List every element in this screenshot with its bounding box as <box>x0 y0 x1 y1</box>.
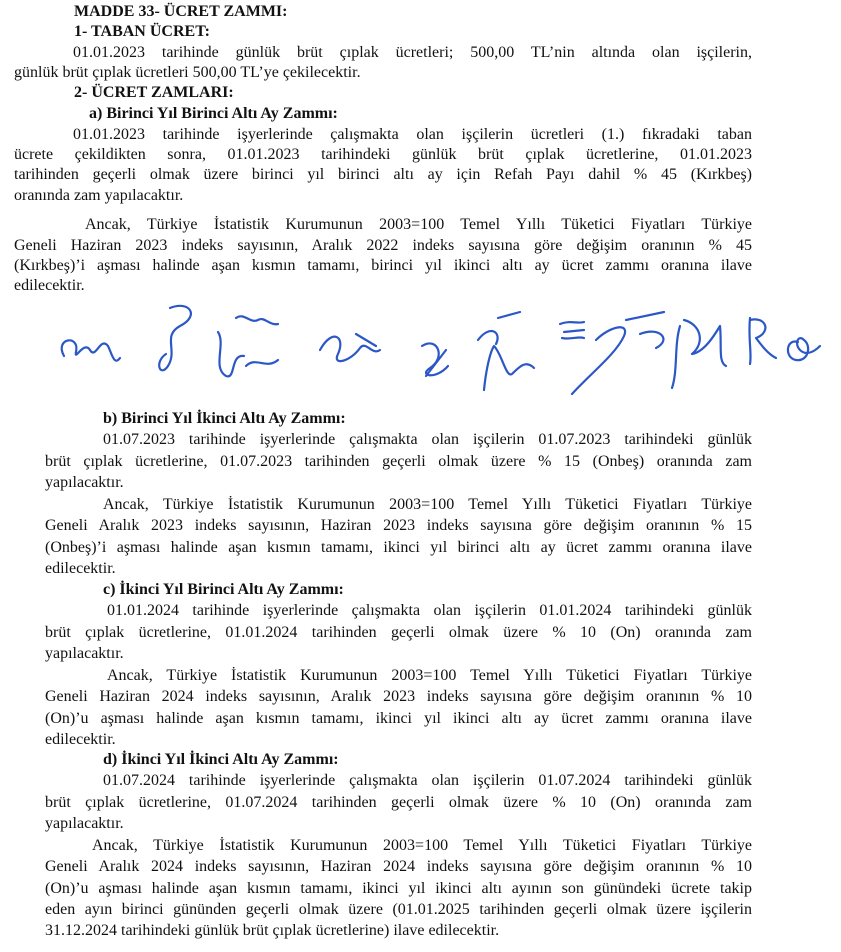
subsection-c-line: brüt çıplak ücretlerine, 01.01.2024 tarihinden geçerli olmak üzere % 10 (On) oranında zam <box>45 624 752 641</box>
subsection-a-line: Ancak, Türkiye İstatistik Kurumunun 2003=100 Temel Yıllı Tüketici Fiyatları Türkiye <box>85 216 752 233</box>
subsection-c-line: yapılacaktır. <box>45 645 124 662</box>
subsection-b-line: 01.07.2023 tarihinde işyerlerinde çalışmakta olan işçilerin 01.07.2023 tarihindeki günlük <box>103 431 752 448</box>
signature-10 <box>749 318 776 364</box>
subsection-b-line: Ancak, Türkiye İstatistik Kurumunun 2003=100 Temel Yıllı Tüketici Fiyatları Türkiye <box>103 496 752 513</box>
subsection-a-line: ücrete çekildikten sonra, 01.01.2023 tarihindeki günlük brüt çıplak ücretlerine, 01.01.2023 <box>14 146 752 163</box>
signature-7 <box>560 322 584 339</box>
subsection-a-line: edilecektir. <box>14 277 85 294</box>
subsection-c-line: 01.01.2024 tarihinde işyerlerinde çalışmakta olan işçilerin 01.01.2024 tarihindeki günlük <box>107 602 752 619</box>
signature-5 <box>422 343 448 376</box>
section-1-line: günlük brüt çıplak ücretleri 500,00 TL’ye çekilecektir. <box>14 64 361 81</box>
subsection-b-title: b) Birinci Yıl İkinci Altı Ay Zammı: <box>103 410 346 427</box>
signature-3 <box>218 316 278 376</box>
subsection-c-line: edilecektir. <box>45 731 116 748</box>
subsection-d-line: Geneli Aralık 2024 indeks sayısının, Haziran 2024 indeks sayısına göre değişim oranının % 10 <box>45 858 752 875</box>
subsection-d-line: 01.07.2024 tarihinde işyerlerinde çalışmakta olan işçilerin 01.07.2024 tarihindeki günlük <box>103 772 752 789</box>
section-2-title: 2- ÜCRET ZAMLARI: <box>74 84 234 101</box>
subsection-a-line: oranında zam yapılacaktır. <box>14 187 184 204</box>
subsection-a-line: 01.01.2023 tarihinde işyerlerinde çalışmakta olan işçilerin ücretleri (1.) fıkradaki taban <box>73 126 752 143</box>
subsection-a-line: Geneli Haziran 2023 indeks sayısının, Aralık 2022 indeks sayısına göre değişim oranının % 45 <box>14 237 752 254</box>
subsection-b-line: yapılacaktır. <box>45 474 124 491</box>
signature-9 <box>672 320 726 388</box>
article-title: MADDE 33- ÜCRET ZAMMI: <box>74 3 288 20</box>
subsection-a-title: a) Birinci Yıl Birinci Altı Ay Zammı: <box>89 105 338 122</box>
signature-11 <box>788 338 820 360</box>
subsection-c-line: (On)’u aşması halinde aşan kısmın tamamı, ikinci yıl ikinci altı ay ücret zammı oranına ilave <box>45 710 752 727</box>
subsection-a-line: tarihinden geçerli olmak üzere birinci yıl birinci altı ay için Refah Payı dahil % 45 (Kırkbeş) <box>14 166 752 183</box>
subsection-c-line: Ancak, Türkiye İstatistik Kurumunun 2003=100 Temel Yıllı Tüketici Fiyatları Türkiye <box>107 667 752 684</box>
subsection-c-title: c) İkinci Yıl Birinci Altı Ay Zammı: <box>103 581 344 598</box>
section-1-title: 1- TABAN ÜCRET: <box>74 23 211 40</box>
subsection-d-line: Ancak, Türkiye İstatistik Kurumunun 2003=100 Temel Yıllı Tüketici Fiyatları Türkiye <box>92 837 752 854</box>
subsection-d-line: yapılacaktır. <box>45 815 124 832</box>
section-1-line: 01.01.2023 tarihinde günlük brüt çıplak ücretleri; 500,00 TL’nin altında olan işçilerin, <box>73 44 752 61</box>
signature-1 <box>62 340 120 360</box>
signature-2 <box>159 306 191 370</box>
subsection-d-line: 31.12.2024 tarihindeki günlük brüt çıplak ücretlerine) ilave edilecektir. <box>45 922 500 939</box>
subsection-a-line: (Kırkbeş)’i aşması halinde aşan kısmın tamamı, birinci yıl ikinci altı ay ücret zammı oranına ilave <box>14 257 752 274</box>
subsection-b-line: edilecektir. <box>45 560 116 577</box>
subsection-b-line: brüt çıplak ücretlerine, 01.07.2023 tarihinden geçerli olmak üzere % 15 (Onbeş) oranında zam <box>45 453 752 470</box>
signature-8 <box>572 312 664 394</box>
subsection-c-line: Geneli Haziran 2024 indeks sayısının, Aralık 2023 indeks sayısına göre değişim oranının % 10 <box>45 688 752 705</box>
subsection-d-line: (On)’u aşması halinde aşan kısmın tamamı, ikinci yıl ikinci altı ayının son günündeki ücrete takip <box>45 880 752 897</box>
subsection-b-line: Geneli Aralık 2023 indeks sayısının, Haziran 2023 indeks sayısına göre değişim oranının % 15 <box>45 517 752 534</box>
subsection-b-line: (Onbeş)’i aşması halinde aşan kısmın tamamı, ikinci yıl birinci altı ay ücret zammı oranına ilave <box>45 539 752 556</box>
subsection-d-title: d) İkinci Yıl İkinci Altı Ay Zammı: <box>103 751 339 768</box>
subsection-d-line: eden ayın birinci gününden geçerli olmak üzere (01.01.2025 tarihinden geçerli olmak üzere işçilerin <box>45 901 752 918</box>
signature-6 <box>478 312 534 390</box>
signatures <box>50 296 830 406</box>
subsection-d-line: brüt çıplak ücretlerine, 01.07.2024 tarihinden geçerli olmak üzere % 10 (On) oranında zam <box>45 794 752 811</box>
signature-4 <box>320 334 380 361</box>
